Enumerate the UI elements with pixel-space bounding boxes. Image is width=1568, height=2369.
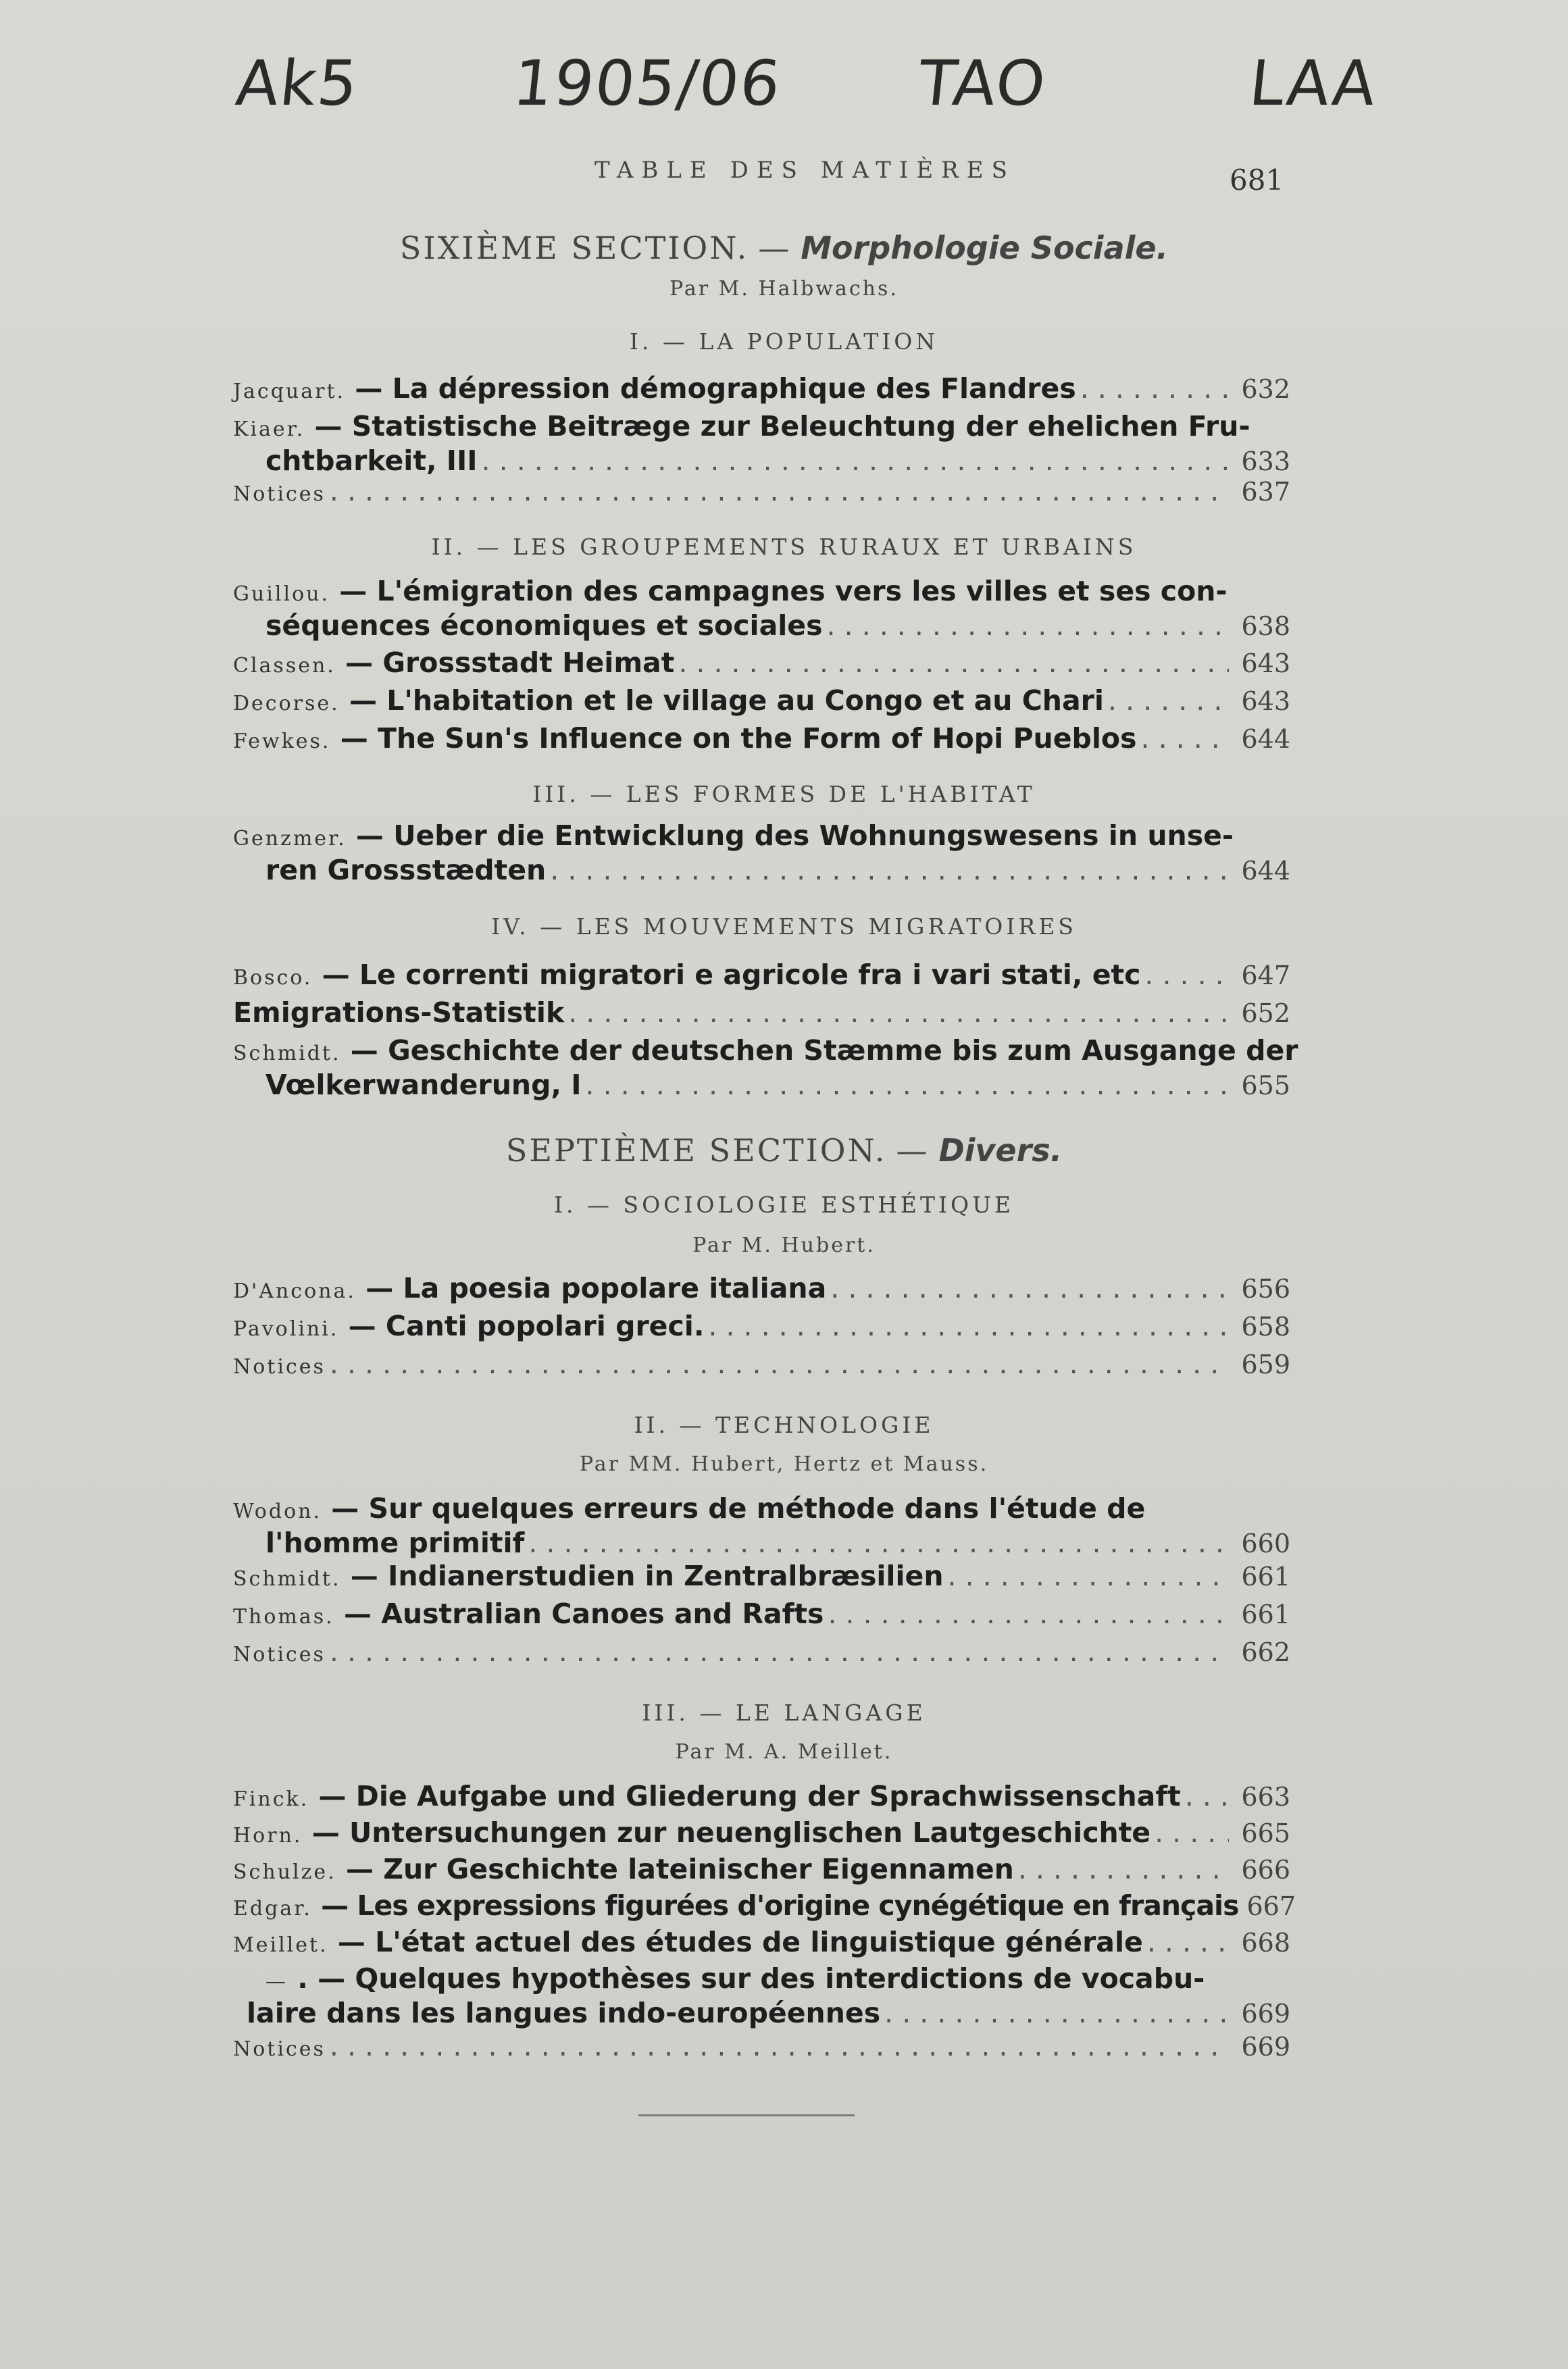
entry-page: 632 <box>1241 374 1290 404</box>
section-subtitle: Morphologie Sociale. <box>801 230 1169 266</box>
entry-page: 661 <box>1241 1562 1290 1591</box>
toc-entry[interactable]: Bosco. — Le correnti migratori e agricole fra i vari stati, etc . . . 647 <box>233 959 1290 994</box>
byline: Par M. A. Meillet. <box>675 1740 893 1764</box>
toc-entry[interactable]: Notices . . . 659 <box>233 1348 1290 1383</box>
toc-entry[interactable]: Pavolini. — Canti popolari greci. . . . 658 <box>233 1310 1290 1345</box>
entry-page: 662 <box>1241 1637 1290 1667</box>
entry-page: 643 <box>1241 648 1290 678</box>
end-rule <box>638 2114 855 2116</box>
byline: Par MM. Hubert, Hertz et Mauss. <box>579 1452 989 1476</box>
entry-page: 659 <box>1241 1350 1290 1379</box>
entry-page: 669 <box>1241 2032 1290 2062</box>
toc-entry[interactable]: D'Ancona. — La poesia popolare italiana . . . 656 <box>233 1273 1290 1307</box>
entry-page: 633 <box>1241 447 1290 476</box>
section-title <box>0 230 1568 266</box>
entry-page: 637 <box>1241 477 1290 507</box>
toc-entry[interactable]: Emigrations-Statistik . . . 652 <box>233 997 1290 1031</box>
toc-entry[interactable]: Guillou. — L'émigration des campagnes vers les villes et ses con- séquences économiques et sociales . . . 638 <box>233 576 1290 642</box>
subsection-heading: II. — TECHNOLOGIE <box>634 1412 934 1438</box>
entry-page: 643 <box>1241 686 1290 716</box>
toc-entry[interactable]: Wodon. — Sur quelques erreurs de méthode dans l'étude de l'homme primitif . . . 660 <box>233 1493 1290 1559</box>
toc-entry[interactable]: Fewkes. — The Sun's Influence on the Form of Hopi Pueblos . . . 644 <box>233 723 1290 757</box>
entry-page: 644 <box>1241 856 1290 886</box>
toc-entry[interactable]: Notices . . . 669 <box>233 2031 1290 2065</box>
toc-entry[interactable]: Notices . . . 637 <box>233 476 1290 510</box>
subsection-heading: IV. — LES MOUVEMENTS MIGRATOIRES <box>491 913 1077 940</box>
toc-entry[interactable]: Kiaer. — Statistische Beitræge zur Beleuchtung der ehelichen Fru- chtbarkeit, III . . . 633 <box>233 411 1290 477</box>
toc-entry[interactable]: Notices . . . 662 <box>233 1636 1290 1671</box>
subsection-heading: I. — LA POPULATION <box>629 328 939 355</box>
section-subtitle: Divers. <box>938 1132 1063 1169</box>
section-title <box>0 1132 1568 1169</box>
toc-entry[interactable]: Finck. — Die Aufgabe und Gliederung der Sprachwissenschaft . . . 663 <box>233 1781 1290 1815</box>
entry-page: 655 <box>1241 1071 1290 1100</box>
toc-entry[interactable]: Decorse. — L'habitation et le village au Congo et au Chari . . . 643 <box>233 685 1290 719</box>
toc-entry[interactable]: Schmidt. — Geschichte der deutschen Stæmme bis zum Ausgange der Vœlkerwanderung, I . . . 655 <box>233 1035 1290 1101</box>
handwritten-note: 1905/06 <box>509 47 785 120</box>
handwritten-note: TAO <box>915 47 1051 120</box>
toc-entry[interactable]: Schmidt. — Indianerstudien in Zentralbræsilien . . . 661 <box>233 1560 1290 1595</box>
section-dash: — <box>896 1132 930 1169</box>
subsection-heading: I. — SOCIOLOGIE ESTHÉTIQUE <box>553 1192 1015 1218</box>
entry-page: 668 <box>1241 1928 1290 1958</box>
entry-page: 644 <box>1241 724 1290 754</box>
toc-entry[interactable]: Edgar. — Les expressions figurées d'origine cynégétique en français 667 <box>233 1889 1296 1922</box>
toc-entry[interactable]: Thomas. — Australian Canoes and Rafts . . . 661 <box>233 1598 1290 1633</box>
entry-page: 666 <box>1241 1855 1290 1885</box>
entry-page: 658 <box>1241 1312 1290 1342</box>
running-header: TABLE DES MATIÈRES <box>595 157 1015 184</box>
subsection-heading: III. — LE LANGAGE <box>642 1700 926 1726</box>
entry-page: 665 <box>1241 1818 1290 1848</box>
section-label: SIXIÈME SECTION. <box>399 230 749 266</box>
toc-entry[interactable]: Classen. — Grossstadt Heimat . . . 643 <box>233 647 1290 682</box>
entry-page: 647 <box>1241 961 1290 990</box>
toc-entry[interactable]: Genzmer. — Ueber die Entwicklung des Wohnungswesens in unse- ren Grossstædten . . . 644 <box>233 820 1290 886</box>
section-label: SEPTIÈME SECTION. <box>505 1132 887 1169</box>
entry-page: 656 <box>1241 1274 1290 1304</box>
toc-entry[interactable]: Jacquart. — La dépression démographique des Flandres . . . 632 <box>233 373 1290 407</box>
section-dash: — <box>758 230 792 266</box>
toc-entry[interactable]: Meillet. — L'état actuel des études de linguistique générale . . . 668 <box>233 1927 1290 1961</box>
entry-page: 669 <box>1241 1999 1290 2029</box>
toc-entry[interactable]: Schulze. — Zur Geschichte lateinischer Eigennamen . . . 666 <box>233 1854 1290 1888</box>
subsection-heading: II. — LES GROUPEMENTS RURAUX ET URBAINS <box>431 534 1137 560</box>
subsection-heading: III. — LES FORMES DE L'HABITAT <box>532 781 1036 807</box>
byline: Par M. Halbwachs. <box>669 277 899 301</box>
entry-page: 667 <box>1246 1891 1296 1921</box>
toc-entry[interactable]: — . — Quelques hypothèses sur des interdictions de vocabu- laire dans les langues indo-européennes . . . 669 <box>233 1963 1290 2029</box>
entry-page: 663 <box>1241 1782 1290 1812</box>
entry-page: 638 <box>1241 611 1290 641</box>
handwritten-note: LAA <box>1246 47 1381 120</box>
handwritten-note: Ak5 <box>232 47 363 120</box>
byline: Par M. Hubert. <box>692 1233 876 1257</box>
entry-page: 661 <box>1241 1600 1290 1629</box>
entry-page: 660 <box>1241 1529 1290 1558</box>
toc-entry[interactable]: Horn. — Untersuchungen zur neuenglischen Lautgeschichte . . . 665 <box>233 1817 1290 1852</box>
entry-page: 652 <box>1241 998 1290 1028</box>
page-number: 681 <box>1230 163 1284 197</box>
